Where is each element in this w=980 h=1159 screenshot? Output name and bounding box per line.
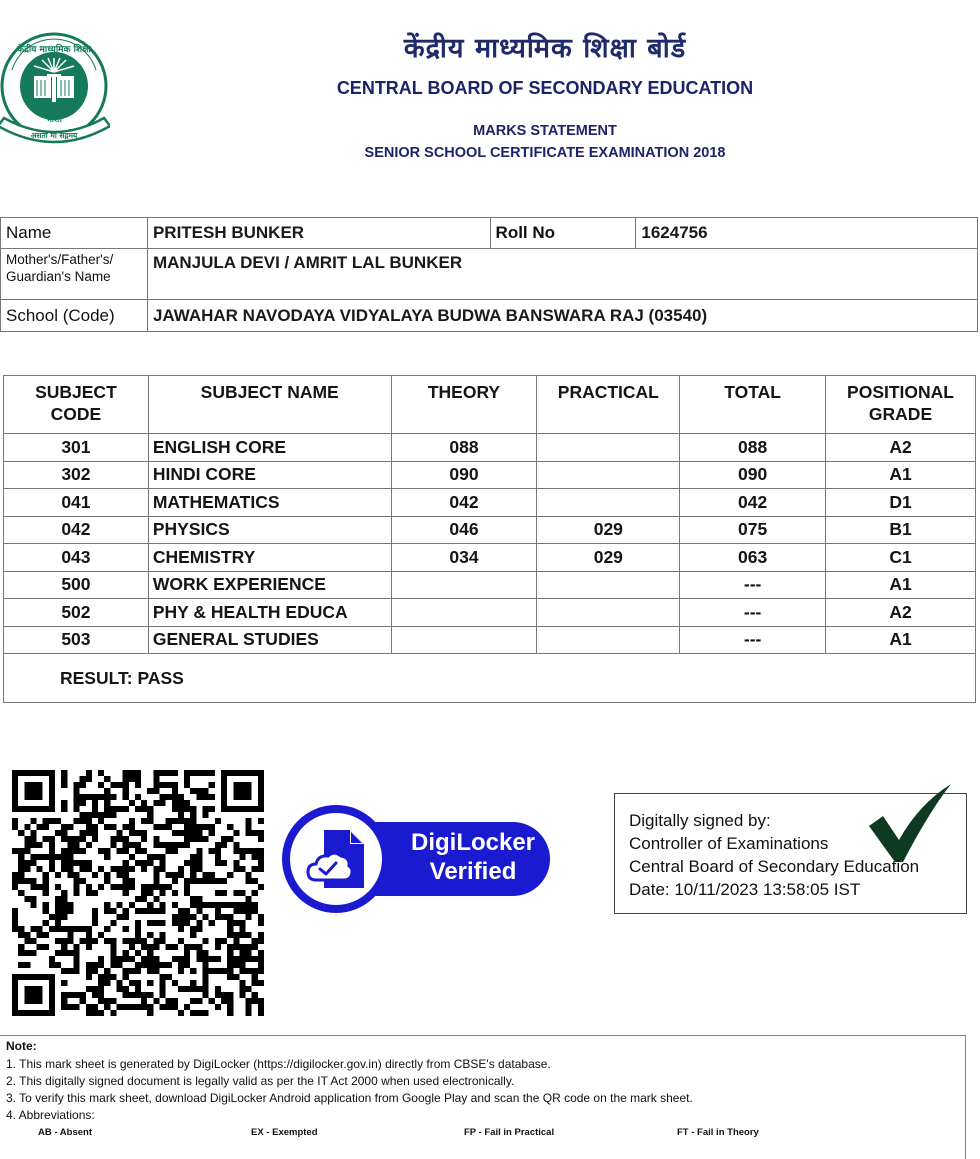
grade: A2 — [826, 434, 976, 462]
practical-marks — [537, 461, 680, 489]
svg-text:भारत: भारत — [46, 115, 62, 124]
table-row — [4, 571, 976, 599]
header-theory: THEORY — [391, 376, 537, 434]
board-title-hindi: केंद्रीय माध्यमिक शिक्षा बोर्ड — [403, 33, 687, 64]
parent-row — [1, 249, 978, 300]
subject-code: 500 — [4, 571, 149, 599]
grade: A2 — [826, 599, 976, 627]
theory-marks: 090 — [391, 461, 537, 489]
digital-signature-box — [614, 793, 967, 914]
board-title-english: CENTRAL BOARD OF SECONDARY EDUCATION — [336, 78, 754, 98]
note-item: 2. This digitally signed document is legally valid as per the IT Act 2000 when used electronically. — [6, 1074, 515, 1088]
name-label: Name — [1, 218, 148, 249]
grade: A1 — [826, 571, 976, 599]
total-marks: 090 — [680, 461, 826, 489]
subject-name: CHEMISTRY — [148, 544, 391, 572]
table-row — [4, 516, 976, 544]
marks-header-row — [4, 376, 976, 434]
grade: B1 — [826, 516, 976, 544]
digilocker-verified-badge — [278, 800, 554, 918]
subject-name: PHYSICS — [148, 516, 391, 544]
total-marks: 075 — [680, 516, 826, 544]
header-grade-line2: GRADE — [868, 404, 933, 424]
notes-section — [0, 1035, 966, 1159]
candidate-info-table — [0, 217, 978, 332]
subject-name: PHY & HEALTH EDUCA — [148, 599, 391, 627]
header-grade — [826, 376, 976, 434]
exam-title: SENIOR SCHOOL CERTIFICATE EXAMINATION 2018 — [364, 145, 726, 161]
name-row — [1, 218, 978, 249]
theory-marks: 042 — [391, 489, 537, 517]
abbreviation-fail-practical: FP - Fail in Practical — [464, 1127, 555, 1138]
subject-name: GENERAL STUDIES — [148, 626, 391, 654]
result-row — [4, 654, 976, 703]
header-practical: PRACTICAL — [537, 376, 680, 434]
note-item: 3. To verify this mark sheet, download DigiLocker Android application from Google Play and scan the QR code on the mark sheet. — [6, 1091, 693, 1105]
header-subject-code-line2: CODE — [50, 404, 102, 424]
parent-label — [1, 249, 148, 300]
roll-number: 1624756 — [636, 218, 978, 249]
total-marks: 042 — [680, 489, 826, 517]
svg-text:केंद्रीय माध्यमिक शिक्षा: केंद्रीय माध्यमिक शिक्षा — [17, 45, 91, 55]
practical-marks — [537, 571, 680, 599]
practical-marks: 029 — [537, 516, 680, 544]
header-subject-name: SUBJECT NAME — [148, 376, 391, 434]
table-row — [4, 544, 976, 572]
total-marks: --- — [680, 626, 826, 654]
result-status: RESULT: PASS — [4, 654, 976, 703]
table-row — [4, 489, 976, 517]
abbreviation-absent: AB - Absent — [38, 1127, 93, 1138]
grade: C1 — [826, 544, 976, 572]
badge-line2: Verified — [429, 858, 517, 885]
marks-table — [3, 375, 976, 703]
table-row — [4, 461, 976, 489]
badge-line1: DigiLocker — [410, 829, 536, 856]
qr-code-icon — [12, 770, 264, 1016]
total-marks: --- — [680, 599, 826, 627]
practical-marks — [537, 489, 680, 517]
practical-marks — [537, 434, 680, 462]
parent-label-line2: Guardian's Name — [6, 269, 111, 284]
subject-code: 503 — [4, 626, 149, 654]
abbreviation-exempted: EX - Exempted — [251, 1127, 318, 1138]
header-total: TOTAL — [680, 376, 826, 434]
table-row — [4, 599, 976, 627]
practical-marks — [537, 599, 680, 627]
total-marks: 063 — [680, 544, 826, 572]
subject-name: ENGLISH CORE — [148, 434, 391, 462]
subject-code: 043 — [4, 544, 149, 572]
theory-marks — [391, 571, 537, 599]
abbreviation-fail-theory: FT - Fail in Theory — [677, 1127, 759, 1138]
table-row — [4, 626, 976, 654]
table-row — [4, 434, 976, 462]
practical-marks: 029 — [537, 544, 680, 572]
subject-code: 041 — [4, 489, 149, 517]
roll-label: Roll No — [490, 218, 636, 249]
header-subject-code — [4, 376, 149, 434]
subject-code: 301 — [4, 434, 149, 462]
note-item: 4. Abbreviations: — [6, 1108, 95, 1122]
practical-marks — [537, 626, 680, 654]
theory-marks: 088 — [391, 434, 537, 462]
school-label: School (Code) — [1, 300, 148, 332]
grade: A1 — [826, 626, 976, 654]
total-marks: 088 — [680, 434, 826, 462]
signer-organization: Central Board of Secondary Education — [629, 857, 920, 876]
signer-title: Controller of Examinations — [629, 834, 829, 853]
header-grade-line1: POSITIONAL — [847, 382, 954, 402]
theory-marks — [391, 599, 537, 627]
checkmark-icon — [865, 782, 955, 866]
subject-name: WORK EXPERIENCE — [148, 571, 391, 599]
school-row — [1, 300, 978, 332]
subject-code: 042 — [4, 516, 149, 544]
grade: D1 — [826, 489, 976, 517]
signed-by-label: Digitally signed by: — [629, 811, 771, 830]
theory-marks — [391, 626, 537, 654]
subject-name: HINDI CORE — [148, 461, 391, 489]
school-name: JAWAHAR NAVODAYA VIDYALAYA BUDWA BANSWARA RAJ (03540) — [147, 300, 977, 332]
badge-text — [398, 828, 548, 886]
total-marks: --- — [680, 571, 826, 599]
subject-name: MATHEMATICS — [148, 489, 391, 517]
subject-code: 502 — [4, 599, 149, 627]
qr-code — [12, 770, 264, 1016]
svg-text:असतो मा सद्गमय: असतो मा सद्गमय — [30, 131, 78, 140]
subject-code: 302 — [4, 461, 149, 489]
parent-label-line1: Mother's/Father's/ — [6, 252, 114, 267]
theory-marks: 046 — [391, 516, 537, 544]
candidate-name: PRITESH BUNKER — [147, 218, 490, 249]
signature-date: Date: 10/11/2023 13:58:05 IST — [629, 880, 861, 899]
notes-title: Note: — [6, 1039, 37, 1053]
note-item: 1. This mark sheet is generated by DigiLocker (https://digilocker.gov.in) directly from CBSE's database. — [6, 1057, 551, 1071]
header-subject-code-line1: SUBJECT — [35, 382, 117, 402]
grade: A1 — [826, 461, 976, 489]
document-type: MARKS STATEMENT — [473, 123, 617, 139]
parent-name: MANJULA DEVI / AMRIT LAL BUNKER — [147, 249, 977, 300]
theory-marks: 034 — [391, 544, 537, 572]
